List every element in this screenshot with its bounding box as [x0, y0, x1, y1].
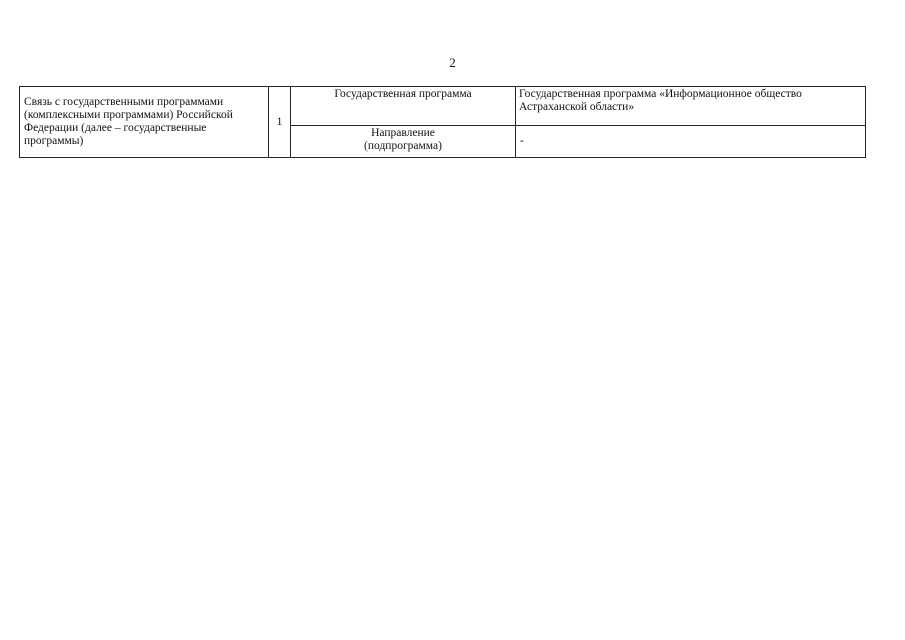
- direction-label-cell: [291, 126, 516, 158]
- row-number-cell: 1: [269, 87, 291, 158]
- direction-label-line: Направление: [371, 127, 435, 139]
- link-description-line: программы): [24, 135, 84, 147]
- table-row: [20, 87, 866, 126]
- state-program-label-cell: [291, 87, 516, 126]
- link-description-cell: [20, 87, 269, 158]
- direction-value: -: [520, 135, 524, 147]
- link-description-line: (комплексными программами) Российской: [24, 109, 233, 121]
- program-link-table: [19, 86, 866, 158]
- state-program-label: Государственная программа: [334, 88, 472, 100]
- state-program-value-cell: [516, 87, 866, 126]
- direction-value-cell: [516, 126, 866, 158]
- page-number: 2: [449, 55, 456, 70]
- link-description-line: Связь с государственными программами: [24, 96, 224, 108]
- direction-label-line: (подпрограмма): [364, 140, 442, 152]
- state-program-value-line: Государственная программа «Информационное общество: [519, 88, 802, 100]
- state-program-value-line: Астраханской области»: [519, 101, 635, 113]
- link-description-line: Федерации (далее – государственные: [24, 122, 207, 134]
